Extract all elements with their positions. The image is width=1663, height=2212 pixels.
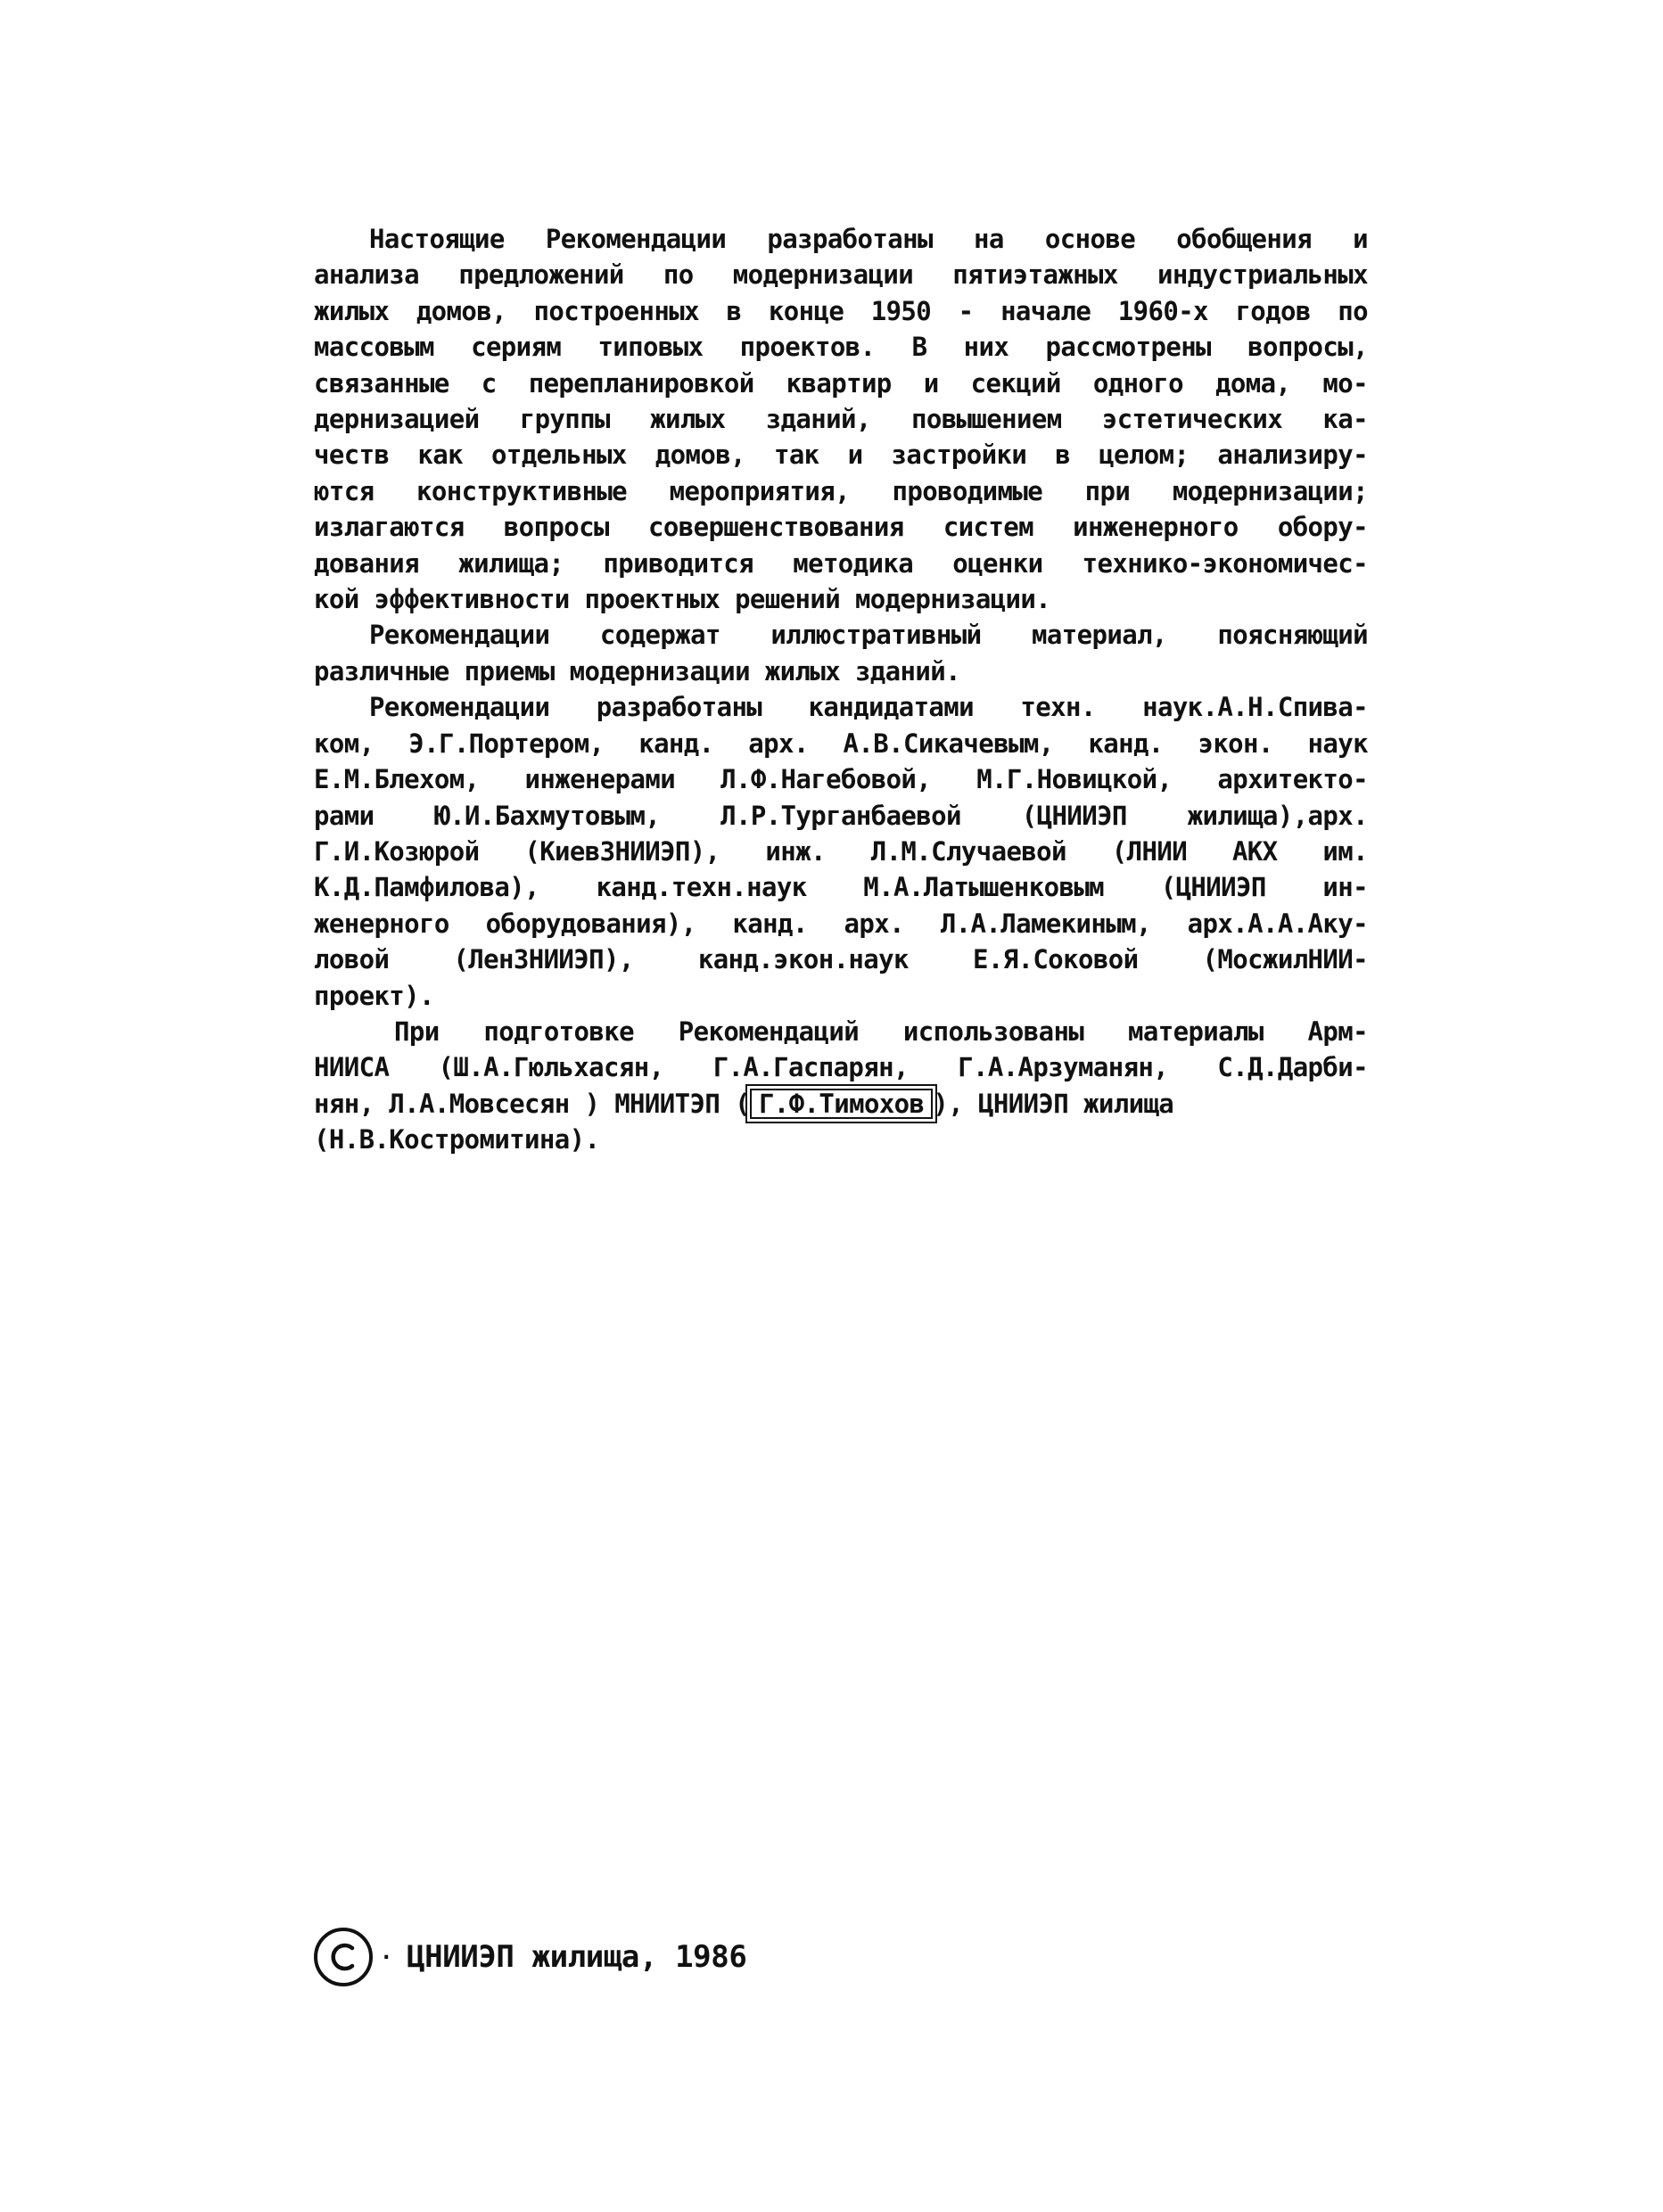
copyright-text: ЦНИИЭП жилища, 1986	[407, 1939, 747, 1975]
text-line: Е.М.Блехом, инженерами Л.Ф.Нагебовой, М.Г.Новицкой, архитекто-	[314, 764, 1368, 795]
text-line: Рекомендации разработаны кандидатами техн. наук.А.Н.Спива-	[369, 692, 1368, 723]
text-line: К.Д.Памфилова), канд.техн.наук М.А.Латышенковым (ЦНИИЭП ин-	[314, 872, 1368, 903]
text-line: (Н.В.Костромитина).	[314, 1124, 600, 1155]
text-line: НИИСА (Ш.А.Гюльхасян, Г.А.Гаспарян, Г.А.Арзуманян, С.Д.Дарби-	[314, 1052, 1368, 1083]
text-line: ком, Э.Г.Портером, канд. арх. А.В.Сикачевым, канд. экон. наук	[314, 728, 1368, 759]
paragraph-intro	[314, 221, 1368, 617]
text-line: женерного оборудования), канд. арх. Л.А.Ламекиным, арх.А.А.Аку-	[314, 908, 1368, 939]
text-line: дования жилища; приводится методика оценки технико-экономичес-	[314, 547, 1368, 579]
text-line: ловой (ЛенЗНИИЭП), канд.экон.наук Е.Я.Соковой (МосжилНИИ-	[314, 944, 1368, 975]
text-line: дернизацией группы жилых зданий, повышением эстетических ка-	[314, 404, 1368, 435]
text-line: жилых домов, построенных в конце 1950 - начале 1960-х годов по	[314, 295, 1368, 326]
paragraph-illustrations	[314, 617, 1368, 689]
text-line: излагаются вопросы совершенствования систем инженерного обору-	[314, 512, 1368, 543]
text-line: При подготовке Рекомендаций использованы материалы Арм-	[394, 1016, 1368, 1047]
separator-dot-icon: ·	[380, 1945, 393, 1969]
text-line: связанные с перепланировкой квартир и секций одного дома, мо-	[314, 367, 1368, 399]
text-line: ются конструктивные мероприятия, проводимые при модернизации;	[314, 475, 1368, 506]
text-line: Настоящие Рекомендации разработаны на основе обобщения и	[369, 224, 1368, 254]
text-segment: ), ЦНИИЭП жилища	[933, 1088, 1174, 1119]
copyright-circle-icon	[312, 1926, 375, 1988]
text-line: массовым сериям типовых проектов. В них рассмотрены вопросы,	[314, 332, 1368, 363]
text-line: Рекомендации содержат иллюстративный материал, поясняющий	[369, 620, 1368, 651]
boxed-name: Г.Ф.Тимохов	[750, 1089, 933, 1119]
text-line-with-boxed-name	[314, 1086, 1368, 1122]
text-segment: нян, Л.А.Мовсесян ) МНИИТЭП (	[314, 1088, 750, 1119]
text-line: кой эффективности проектных решений модернизации.	[314, 584, 1051, 615]
text-line: проект).	[314, 980, 434, 1011]
copyright-notice	[312, 1921, 746, 1993]
text-line: рами Ю.И.Бахмутовым, Л.Р.Турганбаевой (ЦНИИЭП жилища),арх.	[314, 800, 1368, 831]
text-line: честв как отдельных домов, так и застройки в целом; анализиру-	[314, 440, 1368, 471]
body-text	[314, 221, 1368, 1158]
paragraph-materials	[314, 1014, 1368, 1158]
text-line: Г.И.Козюрой (КиевЗНИИЭП), инж. Л.М.Случаевой (ЛНИИ АКХ им.	[314, 835, 1368, 867]
paragraph-authors	[314, 689, 1368, 1014]
text-line: анализа предложений по модернизации пятиэтажных индустриальных	[314, 259, 1368, 291]
text-line: различные приемы модернизации жилых зданий.	[314, 655, 960, 687]
